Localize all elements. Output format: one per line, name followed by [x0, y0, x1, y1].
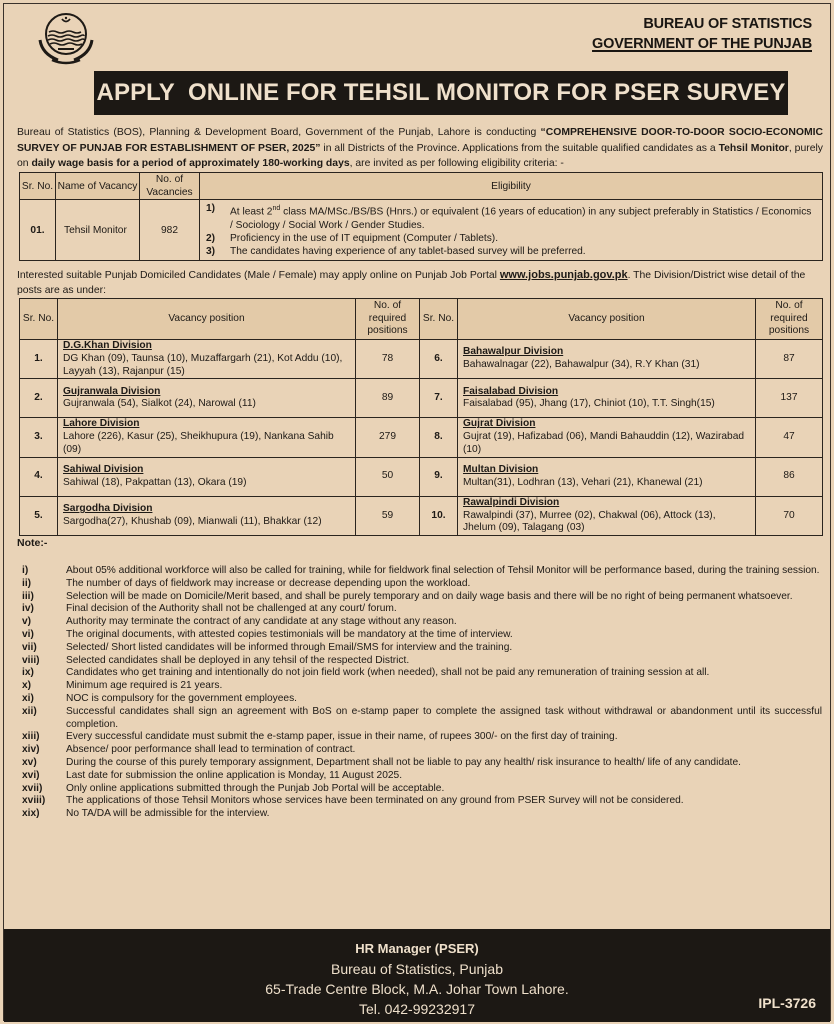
note-number: xii): [22, 705, 37, 717]
note-item: [22, 795, 822, 808]
header: [4, 4, 830, 66]
note-item: [22, 693, 822, 706]
note-item: [22, 706, 822, 732]
note-number: xvii): [22, 782, 43, 794]
required-positions: 50: [356, 457, 420, 496]
reference-number: IPL-3726: [758, 995, 816, 1011]
note-text: No TA/DA will be admissible for the interview.: [66, 808, 270, 820]
vacancy-position: [458, 340, 756, 379]
eligibility-criteria: [200, 200, 823, 261]
organization-name: [592, 14, 812, 54]
job-portal-link[interactable]: www.jobs.punjab.gov.pk: [499, 269, 628, 281]
contact-organization: Bureau of Statistics, Punjab: [331, 961, 503, 977]
note-text: Last date for submission the online application is Monday, 11 August 2025.: [66, 769, 403, 781]
division-name: Gujrat Division: [463, 418, 536, 430]
note-item: [22, 642, 822, 655]
header-vacancy-count: No. of Vacancies: [140, 173, 200, 200]
table-row: [20, 496, 823, 535]
required-positions: 59: [356, 496, 420, 535]
note-text: The applications of those Tehsil Monitors whose services have been terminated on any ground from PSER Survey will not be considered.: [66, 795, 684, 807]
advertisement-page: [3, 3, 831, 1021]
contact-footer: [4, 929, 830, 1022]
header-eligibility: Eligibility: [200, 173, 823, 200]
note-number: xiv): [22, 744, 40, 756]
criterion-text-rest: class MA/MSc./BS/BS (Hnrs.) or equivalent (16 years of education) in any subject preferably in Statistics / Economics / Sociology / Social Work / Gender Studies.: [230, 206, 812, 231]
note-number: ix): [22, 667, 34, 679]
position-name: Tehsil Monitor: [718, 142, 789, 154]
criterion-text-pre: At least 2: [230, 206, 273, 218]
vacancy-count: 982: [140, 200, 200, 261]
sr-no: 2.: [20, 379, 58, 418]
org-line-1: BUREAU OF STATISTICS: [643, 16, 812, 32]
note-number: xix): [22, 808, 40, 820]
note-item: [22, 744, 822, 757]
district-list: Faisalabad (95), Jhang (17), Chiniot (10), T.T. Singh(15): [463, 398, 715, 410]
note-number: vi): [22, 628, 34, 640]
note-text: Selection will be made on Domicile/Merit based, and shall be purely temporary and on daily wage basis and there will be no right of being permanent whatsoever.: [66, 590, 793, 602]
table-row: [20, 340, 823, 379]
note-text: The original documents, with attested copies testimonials will be mandatory at the time of interview.: [66, 628, 513, 640]
division-name: D.G.Khan Division: [63, 340, 152, 351]
sr-no: 7.: [420, 379, 458, 418]
district-list: Sahiwal (18), Pakpattan (13), Okara (19): [63, 476, 247, 488]
note-item: [22, 757, 822, 770]
header-required-positions: No. of required positions: [756, 299, 823, 340]
criterion: [206, 202, 816, 232]
division-name: Sahiwal Division: [63, 463, 144, 475]
district-list: Gujranwala (54), Sialkot (24), Narowal (11): [63, 398, 256, 410]
note-item: [22, 808, 822, 821]
vacancy-position: [458, 379, 756, 418]
header-sr-no: Sr. No.: [20, 299, 58, 340]
division-name: Gujranwala Division: [63, 385, 161, 397]
vacancy-position: [458, 496, 756, 535]
table-row: [20, 379, 823, 418]
application-instructions: [17, 268, 823, 298]
vacancy-position: [58, 457, 356, 496]
division-name: Lahore Division: [63, 418, 140, 430]
required-positions: 137: [756, 379, 823, 418]
intro-text: , purely on: [17, 142, 823, 169]
note-text: Authority may terminate the contract of any candidate at any stage without any reason.: [66, 616, 457, 628]
note-item: [22, 783, 822, 796]
district-list: Sargodha(27), Khushab (09), Mianwali (11), Bhakkar (12): [63, 515, 322, 527]
note-text: During the course of this purely temporary assignment, Department shall not be liable to pay any health/ risk insurance to health/ life of any candidate.: [66, 756, 742, 768]
note-number: viii): [22, 654, 40, 666]
district-list: DG Khan (09), Taunsa (10), Muzaffargarh (21), Kot Addu (10), Layyah (13), Rajanpur (15): [63, 352, 343, 377]
criterion-number: 1): [206, 203, 216, 214]
ordinal-suffix: nd: [272, 205, 281, 212]
note-item: [22, 591, 822, 604]
note-item: [22, 565, 822, 578]
criterion: [206, 245, 816, 258]
sr-no: 5.: [20, 496, 58, 535]
contact-phone: Tel. 042-99232917: [359, 1001, 475, 1017]
division-vacancy-table: [19, 298, 823, 536]
note-text: Candidates who get training and intentionally do not join field work (when needed), shall not be paid any remuneration of training session at all.: [66, 667, 710, 679]
note-item: [22, 629, 822, 642]
instructions-text: Interested suitable Punjab Domiciled Candidates (Male / Female) may apply online on Punjab Job Portal: [17, 270, 500, 281]
instructions-text: . The Division/District wise detail of the posts are as under:: [17, 270, 806, 296]
district-list: Multan(31), Lodhran (13), Vehari (21), Khanewal (21): [463, 476, 703, 488]
table-row: [20, 457, 823, 496]
header-vacancy-position: Vacancy position: [58, 299, 356, 340]
notes-list: [22, 565, 822, 821]
note-text: Absence/ poor performance shall lead to termination of contract.: [66, 744, 356, 756]
vacancy-position: [58, 496, 356, 535]
district-list: Gujrat (19), Hafizabad (06), Mandi Bahauddin (12), Wazirabad (10): [463, 431, 745, 455]
punjab-government-emblem-icon: [26, 10, 110, 66]
note-item: [22, 770, 822, 783]
sr-no: 6.: [420, 340, 458, 379]
vacancy-position: [58, 379, 356, 418]
division-name: Bahawalpur Division: [463, 346, 564, 358]
note-number: i): [22, 565, 29, 576]
note-number: xvi): [22, 769, 40, 781]
division-name: Rawalpindi Division: [463, 496, 560, 508]
criterion-number: 2): [206, 232, 216, 244]
note-text: About 05% additional workforce will also be called for training, while for fieldwork final selection of Tehsil Monitor will be performance based, during the training session.: [66, 565, 820, 576]
note-number: iv): [22, 603, 34, 615]
contact-address: 65-Trade Centre Block, M.A. Johar Town Lahore.: [265, 981, 569, 997]
sr-no: 10.: [420, 496, 458, 535]
required-positions: 78: [356, 340, 420, 379]
note-item: [22, 731, 822, 744]
criterion-text: Proficiency in the use of IT equipment (Computer / Tablets).: [230, 232, 499, 244]
note-number: xiii): [22, 731, 40, 743]
division-name: Faisalabad Division: [463, 385, 559, 397]
sr-no: 4.: [20, 457, 58, 496]
note-item: [22, 603, 822, 616]
employment-terms: daily wage basis for a period of approximately 180-working days: [31, 158, 350, 169]
note-item: [22, 655, 822, 668]
note-item: [22, 667, 822, 680]
criterion-number: 3): [206, 246, 216, 257]
table-header-row: [20, 173, 823, 200]
criterion-text: The candidates having experience of any tablet-based survey will be preferred.: [230, 246, 586, 257]
division-name: Sargodha Division: [63, 503, 153, 515]
note-item: [22, 578, 822, 591]
criterion: [206, 232, 816, 245]
sr-no: 1.: [20, 340, 58, 379]
vacancy-name: Tehsil Monitor: [56, 200, 140, 261]
required-positions: 86: [756, 457, 823, 496]
note-text: Final decision of the Authority shall not be challenged at any court/ forum.: [66, 603, 397, 615]
note-number: x): [22, 680, 32, 692]
note-text: The number of days of fieldwork may increase or decrease depending upon the workload.: [66, 577, 471, 589]
vacancy-position: [58, 340, 356, 379]
note-text: Minimum age required is 21 years.: [66, 680, 223, 692]
eligibility-table: [19, 172, 823, 261]
page-title: APPLY ONLINE FOR TEHSIL MONITOR FOR PSER SURVEY: [94, 71, 788, 115]
org-line-2: GOVERNMENT OF THE PUNJAB: [592, 36, 812, 52]
required-positions: 89: [356, 379, 420, 418]
header-required-positions: No. of required positions: [356, 299, 420, 340]
intro-paragraph: [17, 125, 823, 172]
note-item: [22, 616, 822, 629]
vacancy-position: [58, 418, 356, 457]
note-number: vii): [22, 641, 37, 653]
sr-no: 01.: [20, 200, 56, 261]
sr-no: 3.: [20, 418, 58, 457]
note-text: Successful candidates shall sign an agreement with BoS on e-stamp paper to complete the assigned task without withdrawal or abandonment until its successful completion.: [66, 705, 822, 730]
note-number: xv): [22, 756, 37, 768]
district-list: Rawalpindi (37), Murree (02), Chakwal (06), Attock (13), Jhelum (09), Talagang (03): [463, 509, 716, 534]
note-number: v): [22, 616, 32, 628]
table-header-row: [20, 299, 823, 340]
intro-text: , are invited as per following eligibility criteria: -: [349, 158, 564, 169]
criterion-text: [230, 202, 816, 232]
vacancy-position: [458, 457, 756, 496]
intro-text: Bureau of Statistics (BOS), Planning & Development Board, Government of the Punjab, Lahore is conducting: [17, 127, 541, 138]
required-positions: 70: [756, 496, 823, 535]
note-text: NOC is compulsory for the government employees.: [66, 692, 298, 704]
note-text: Selected candidates shall be deployed in any tehsil of the respected District.: [66, 654, 410, 666]
required-positions: 279: [356, 418, 420, 457]
required-positions: 47: [756, 418, 823, 457]
note-item: [22, 680, 822, 693]
notes-heading: Note:-: [17, 537, 48, 549]
sr-no: 8.: [420, 418, 458, 457]
district-list: Lahore (226), Kasur (25), Sheikhupura (19), Nankana Sahib (09): [63, 431, 334, 455]
note-number: xi): [22, 692, 34, 704]
contact-title: HR Manager (PSER): [355, 941, 479, 956]
header-sr-no: Sr. No.: [420, 299, 458, 340]
note-text: Only online applications submitted through the Punjab Job Portal will be acceptable.: [66, 782, 445, 794]
division-name: Multan Division: [463, 463, 539, 475]
table-row: [20, 418, 823, 457]
note-text: Selected/ Short listed candidates will be informed through Email/SMS for interview and the training.: [66, 641, 513, 653]
vacancy-position: [458, 418, 756, 457]
note-number: ii): [22, 577, 32, 589]
header-vacancy-name: Name of Vacancy: [56, 173, 140, 200]
note-number: xviii): [22, 795, 46, 807]
header-vacancy-position: Vacancy position: [458, 299, 756, 340]
table-row: [20, 200, 823, 261]
sr-no: 9.: [420, 457, 458, 496]
header-sr-no: Sr. No.: [20, 173, 56, 200]
required-positions: 87: [756, 340, 823, 379]
district-list: Bahawalnagar (22), Bahawalpur (34), R.Y Khan (31): [463, 359, 700, 371]
intro-text: in all Districts of the Province. Applications from the suitable qualified candidates as a: [320, 142, 719, 154]
note-number: iii): [22, 590, 34, 602]
note-text: Every successful candidate must submit the e-stamp paper, issue in their name, of rupees 300/- on the first day of training.: [66, 731, 618, 743]
survey-name: “COMPREHENSIVE DOOR-TO-DOOR SOCIO-ECONOMIC SURVEY OF PUNJAB FOR ESTABLISHMENT OF PSER, 2025”: [17, 127, 823, 154]
